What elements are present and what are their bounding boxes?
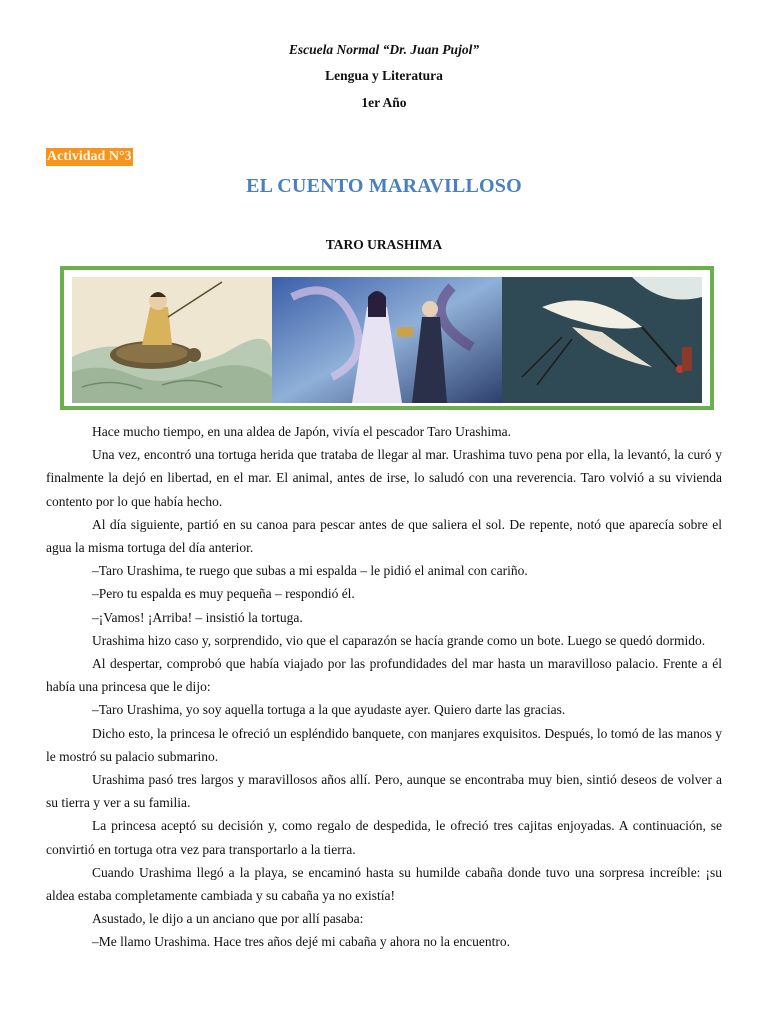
page-title: EL CUENTO MARAVILLOSO <box>246 175 522 197</box>
story-text <box>46 420 722 954</box>
paragraph: Una vez, encontró una tortuga herida que trataba de llegar al mar. Urashima tuvo pena por ella, la levantó, la curó y finalmente la dejó en libertad, en el mar. El animal, antes de irse, lo saludó con una reverencia. Taro volvió a su vivienda contento por lo que había hecho. <box>46 447 722 509</box>
paragraph: Dicho esto, la princesa le ofreció un espléndido banquete, con manjares exquisitos. Después, lo tomó de las manos y le mostró su palacio submarino. <box>46 725 722 764</box>
fisherman-riding-turtle-illustration <box>72 277 272 403</box>
story-title: TARO URASHIMA <box>325 237 443 252</box>
princess-underwater-palace-illustration <box>272 277 502 403</box>
school-year: 1er Año <box>361 95 407 110</box>
paragraph: –Pero tu espalda es muy pequeña – respondió él. <box>92 586 355 602</box>
paragraph: –Taro Urashima, yo soy aquella tortuga a la que ayudaste ayer. Quiero darte las gracias. <box>92 702 566 718</box>
activity-label: Actividad N°3 <box>47 149 132 164</box>
subject-name: Lengua y Literatura <box>325 68 443 83</box>
paragraph: Hace mucho tiempo, en una aldea de Japón, vivía el pescador Taro Urashima. <box>92 424 512 439</box>
illustration-frame <box>60 266 714 410</box>
paragraph: –¡Vamos! ¡Arriba! – insistió la tortuga. <box>92 609 303 625</box>
paragraph: Al despertar, comprobó que había viajado por las profundidades del mar hasta un maravilloso palacio. Frente a él había una princesa que le dijo: <box>46 656 722 695</box>
paragraph: Asustado, le dijo a un anciano que por allí pasaba: <box>92 911 364 927</box>
paragraph: Al día siguiente, partió en su canoa para pescar antes de que saliera el sol. De repente, notó que aparecía sobre el agua la misma tortuga del día anterior. <box>46 516 722 556</box>
paragraph: –Me llamo Urashima. Hace tres años dejé mi cabaña y ahora no la encuentro. <box>92 934 510 950</box>
paragraph: –Taro Urashima, te ruego que subas a mi espalda – le pidió el animal con cariño. <box>92 563 528 579</box>
paragraph: Cuando Urashima llegó a la playa, se encaminó hasta su humilde cabaña donde tuvo una sorpresa increíble: ¡su aldea estaba completamente cambiada y su cabaña ya no existía! <box>46 864 722 904</box>
crane-ukiyo-e-illustration <box>502 277 702 403</box>
school-name: Escuela Normal “Dr. Juan Pujol” <box>288 42 480 57</box>
paragraph: Urashima pasó tres largos y maravillosos años allí. Pero, aunque se encontraba muy bien, sintió deseos de volver a su tierra y ver a su familia. <box>46 772 722 811</box>
paragraph: La princesa aceptó su decisión y, como regalo de despedida, le ofreció tres cajitas enjoyadas. A continuación, se convirtió en tortuga otra vez para transportarlo a la tierra. <box>46 818 722 857</box>
paragraph: Urashima hizo caso y, sorprendido, vio que el caparazón se hacía grande como un bote. Luego se quedó dormido. <box>92 632 706 648</box>
